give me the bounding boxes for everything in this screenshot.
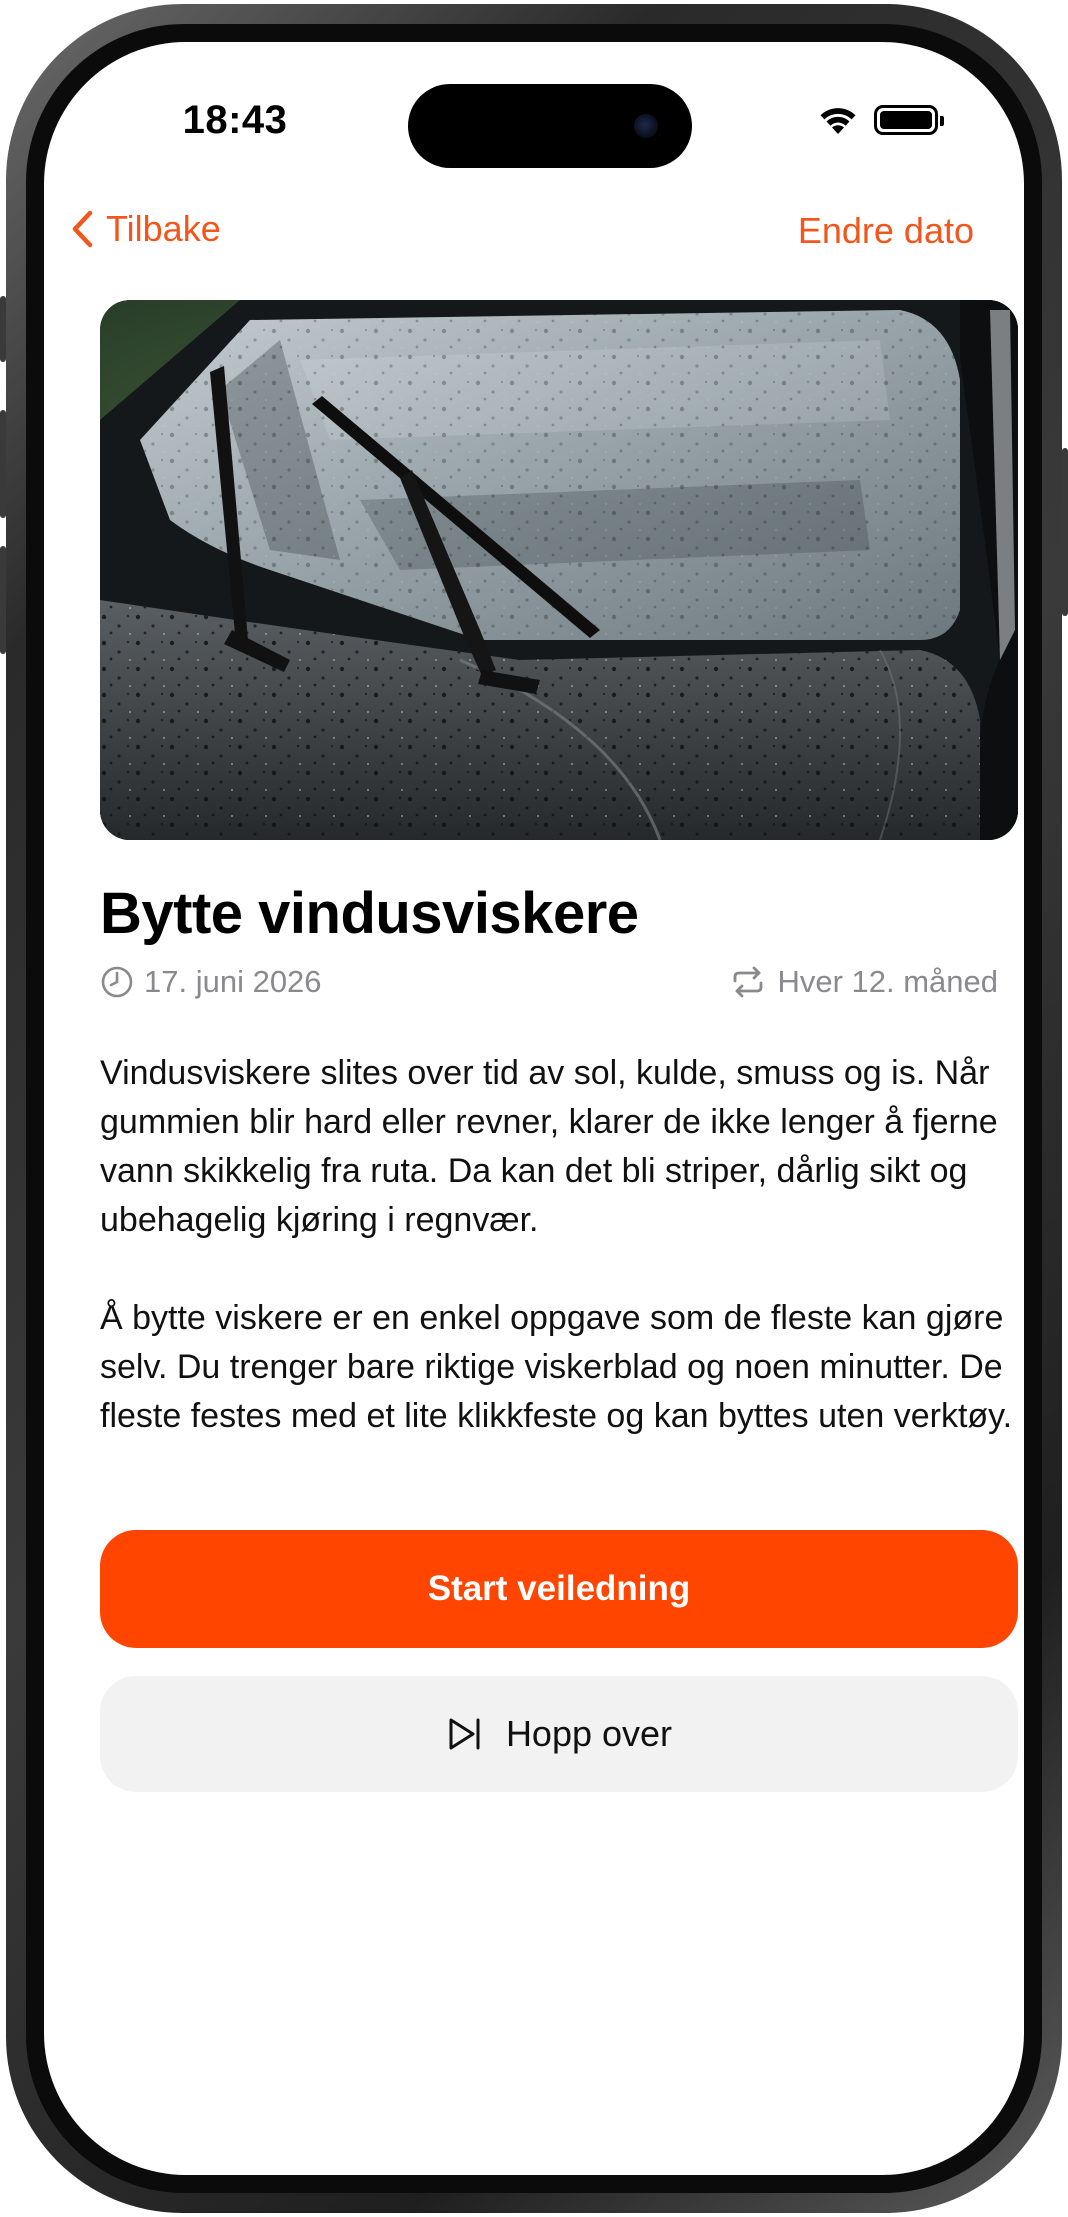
front-camera-icon — [634, 114, 658, 138]
back-button[interactable] — [70, 208, 221, 250]
wifi-icon — [816, 104, 860, 136]
description-paragraph-2: Å bytte viskere er en enkel oppgave som de fleste kan gjøre selv. Du trenger bare riktige viskerblad og noen minutter. De fleste festes med et lite klikkfeste og kan byttes uten verktøy. — [100, 1299, 1013, 1435]
due-date — [100, 964, 322, 1000]
status-time: 18:43 — [182, 98, 288, 142]
screen — [44, 42, 1024, 2175]
status-icons — [816, 104, 938, 136]
power-button — [1062, 448, 1068, 616]
start-guide-button[interactable] — [100, 1530, 1018, 1648]
back-label: Tilbake — [106, 208, 221, 249]
chevron-left-icon — [70, 209, 94, 249]
change-date-button[interactable]: Endre dato — [797, 210, 974, 251]
phone-frame — [6, 4, 1062, 2213]
start-guide-label: Start veiledning — [427, 1569, 691, 1608]
skip-forward-icon — [446, 1715, 484, 1753]
recurrence — [729, 964, 998, 1000]
battery-icon — [874, 105, 938, 135]
recurrence-text: Hver 12. måned — [777, 964, 998, 999]
task-title: Bytte vindusviskere — [100, 881, 639, 946]
description-paragraph-1: Vindusviskere slites over tid av sol, kulde, smuss og is. Når gummien blir hard eller revner, klarer de ikke lenger å fjerne vann skikkelig fra ruta. Da kan det bli striper, dårlig sikt og ubehagelig kjøring i regnvær. — [100, 1054, 998, 1239]
clock-icon — [100, 965, 134, 999]
due-date-text: 17. juni 2026 — [144, 964, 322, 999]
battery-cap — [940, 116, 944, 126]
skip-label: Hopp over — [505, 1713, 673, 1754]
battery-level — [880, 111, 932, 129]
phone-bezel — [26, 24, 1042, 2193]
hero-image — [100, 300, 1018, 840]
skip-button[interactable] — [100, 1676, 1018, 1792]
windshield-illustration — [100, 300, 1018, 840]
dynamic-island — [408, 84, 692, 168]
repeat-icon — [729, 965, 767, 999]
